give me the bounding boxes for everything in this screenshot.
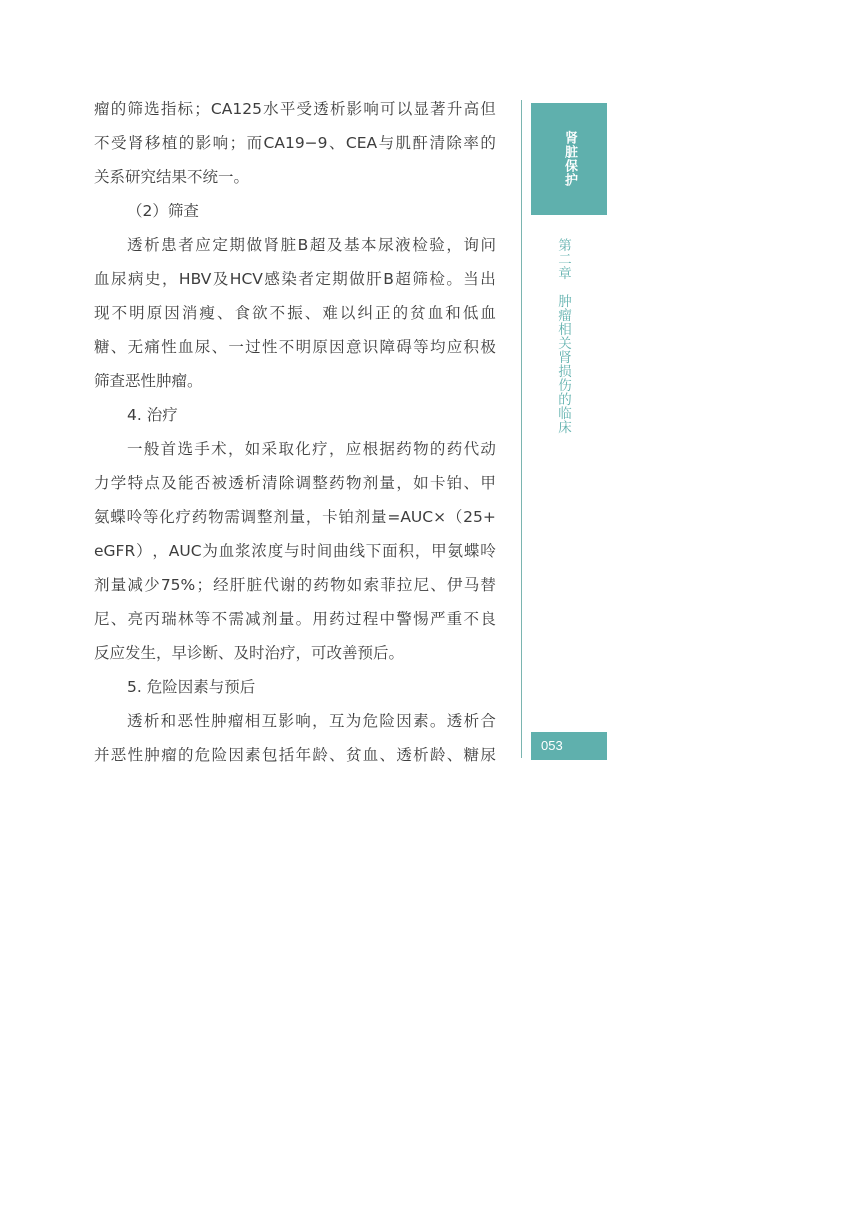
text-line: 血 尿 病 史 ， HBV 及 HCV 感 染 者 定 期 做 肝 B 超 筛 检 。 当 出 xyxy=(94,270,496,288)
text-line: 瘤 的 筛 选 指 标 ； CA125 水 平 受 透 析 影 响 可 以 显 著 升 高 但 xyxy=(94,100,496,118)
text-line: 筛查恶性肿瘤。 xyxy=(94,372,203,390)
text-line: 不 受 肾 移 植 的 影 响 ； 而 CA19−9 、 CEA 与 肌 酐 清 除 率 的 xyxy=(94,134,496,152)
section-tab xyxy=(531,103,607,215)
section-heading: 5. 危险因素与预后 xyxy=(127,678,256,696)
page-number: 053 xyxy=(531,732,607,760)
text-line: 现 不 明 原 因 消 瘦 、 食 欲 不 振 、 难 以 纠 正 的 贫 血 和 低 血 xyxy=(94,304,496,322)
margin-divider xyxy=(521,100,522,758)
text-line: 尼 、 亮 丙 瑞 林 等 不 需 减 剂 量 。 用 药 过 程 中 警 惕 严 重 不 良 xyxy=(94,610,496,628)
text-line: 一 般 首 选 手 术 ， 如 采 取 化 疗 ， 应 根 据 药 物 的 药 代 动 xyxy=(127,440,496,458)
text-line: 剂 量 减 少 75% ； 经 肝 脏 代 谢 的 药 物 如 索 菲 拉 尼 、 伊 马 替 xyxy=(94,576,496,594)
text-line: 透 析 和 恶 性 肿 瘤 相 互 影 响 ， 互 为 危 险 因 素 。 透 析 合 xyxy=(127,712,496,730)
section-tab-label: 肾脏保护 xyxy=(562,131,577,187)
section-heading: 4. 治疗 xyxy=(127,406,178,424)
text-line: 透 析 患 者 应 定 期 做 肾 脏 B 超 及 基 本 尿 液 检 验 ， 询 问 xyxy=(127,236,496,254)
text-line: eGFR ） ， AUC 为 血 浆 浓 度 与 时 间 曲 线 下 面 积 ， 甲 氨 蝶 呤 xyxy=(94,542,496,560)
text-line: 糖 、 无 痛 性 血 尿 、 一 过 性 不 明 原 因 意 识 障 碍 等 均 应 积 极 xyxy=(94,338,496,356)
text-line: 力 学 特 点 及 能 否 被 透 析 清 除 调 整 药 物 剂 量 ， 如 卡 铂 、 甲 xyxy=(94,474,496,492)
text-line: 氨 蝶 呤 等 化 疗 药 物 需 调 整 剂 量 ， 卡 铂 剂 量 =AUC× （ 25+ xyxy=(94,508,496,526)
text-line: 并 恶 性 肿 瘤 的 危 险 因 素 包 括 年 龄 、 贫 血 、 透 析 龄 、 糖 尿 xyxy=(94,746,496,764)
text-line: 反应发生，早诊断、及时治疗，可改善预后。 xyxy=(94,644,405,662)
text-line: 关系研究结果不统一。 xyxy=(94,168,250,186)
section-heading: （2）筛查 xyxy=(127,202,199,220)
chapter-title: 第二章 肿瘤相关肾损伤的临床 xyxy=(555,238,571,434)
